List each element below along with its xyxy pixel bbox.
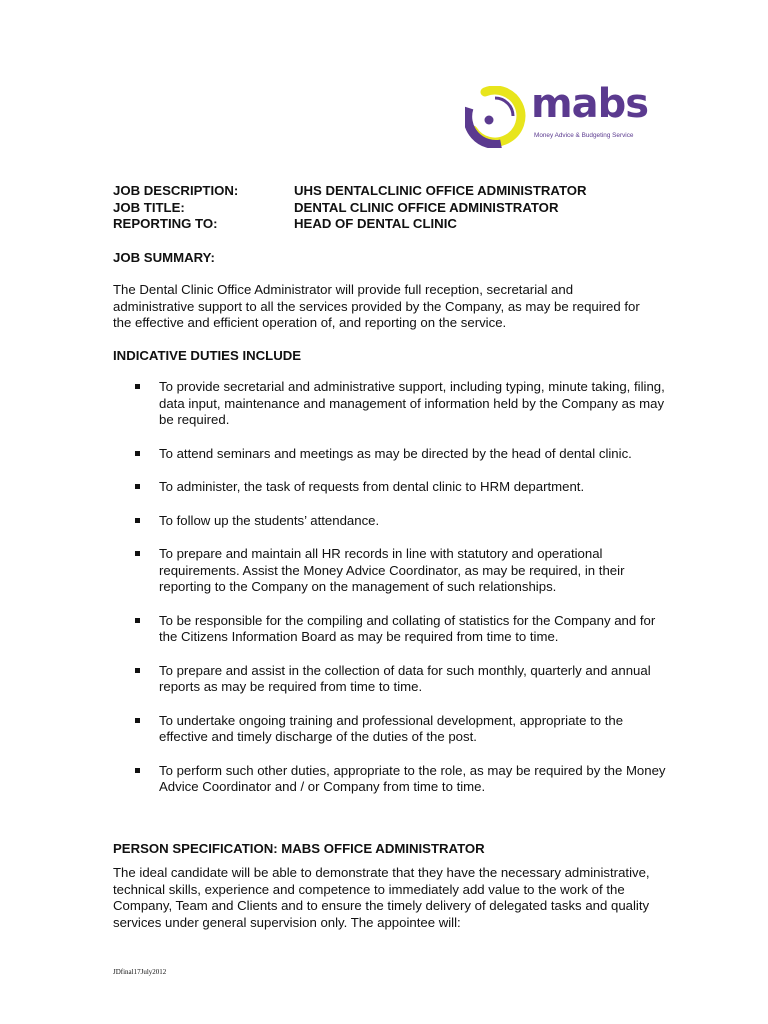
list-item bbox=[113, 663, 673, 696]
duty-text: To prepare and assist in the collection of data for such monthly, quarterly and annual reports as may be required from time to time. bbox=[159, 662, 651, 694]
bullet-icon bbox=[135, 768, 140, 773]
meta-label: JOB TITLE: bbox=[113, 199, 185, 215]
duties-heading: INDICATIVE DUTIES INCLUDE bbox=[113, 348, 302, 363]
bullet-icon bbox=[135, 451, 140, 456]
bullet-icon bbox=[135, 384, 140, 389]
meta-row-title bbox=[113, 200, 673, 217]
duty-text: To follow up the students’ attendance. bbox=[159, 512, 380, 528]
meta-row-description bbox=[113, 183, 673, 200]
meta-value: HEAD OF DENTAL CLINIC bbox=[294, 216, 457, 231]
footer-reference: JDfinal17July2012 bbox=[113, 968, 167, 976]
duty-text: To be responsible for the compiling and collating of statistics for the Company and for the Citizens Information Board as may be required from time to time. bbox=[159, 612, 656, 644]
list-item bbox=[113, 379, 673, 429]
job-summary-heading: JOB SUMMARY: bbox=[113, 250, 215, 265]
person-spec-heading: PERSON SPECIFICATION: MABS OFFICE ADMINISTRATOR bbox=[113, 841, 485, 856]
duty-text: To provide secretarial and administrative support, including typing, minute taking, filing, data input, maintenance and management of information held by the Company as may be required. bbox=[159, 379, 665, 427]
logo-tagline: Money Advice & Budgeting Service bbox=[534, 132, 634, 139]
logo-wordmark: mabs bbox=[531, 81, 649, 127]
bullet-icon bbox=[135, 518, 140, 523]
duty-text: To attend seminars and meetings as may be directed by the head of dental clinic. bbox=[159, 445, 632, 461]
job-meta bbox=[113, 183, 673, 233]
duty-text: To perform such other duties, appropriate to the role, as may be required by the Money Advice Coordinator and / or Company from time to time. bbox=[159, 762, 666, 794]
meta-label: REPORTING TO: bbox=[113, 216, 218, 231]
job-summary-text: The Dental Clinic Office Administrator will provide full reception, secretarial and administrative support to all the services provided by the Company, as may be required for the effective and efficient operation of, and reporting on the service. bbox=[113, 282, 640, 330]
bullet-icon bbox=[135, 718, 140, 723]
meta-row-reporting bbox=[113, 216, 673, 233]
person-spec-text: The ideal candidate will be able to demonstrate that they have the necessary administrative, technical skills, experience and competence to immediately add value to the work of the Company, Team and Clients and to ensure the timely delivery of delegated tasks and quality services under general supervision only. The appointee will: bbox=[113, 865, 650, 930]
list-item bbox=[113, 446, 673, 463]
list-item bbox=[113, 546, 673, 596]
meta-label: JOB DESCRIPTION: bbox=[113, 183, 239, 198]
duties-list bbox=[113, 379, 673, 813]
list-item bbox=[113, 513, 673, 530]
bullet-icon bbox=[135, 618, 140, 623]
duty-text: To prepare and maintain all HR records in line with statutory and operational requirements. Assist the Money Advice Coordinator, as may be required, in their reporting to the Company on the management of such relationships. bbox=[159, 546, 625, 594]
list-item bbox=[113, 613, 673, 646]
list-item bbox=[113, 479, 673, 496]
duty-text: To undertake ongoing training and professional development, appropriate to the effective and timely discharge of the duties of the post. bbox=[159, 712, 624, 744]
duty-text: To administer, the task of requests from dental clinic to HRM department. bbox=[159, 479, 585, 494]
mabs-logo bbox=[465, 81, 650, 148]
meta-value: DENTAL CLINIC OFFICE ADMINISTRATOR bbox=[294, 199, 559, 215]
bullet-icon bbox=[135, 551, 140, 556]
list-item bbox=[113, 763, 673, 796]
bullet-icon bbox=[135, 668, 140, 673]
list-item bbox=[113, 713, 673, 746]
bullet-icon bbox=[135, 484, 140, 489]
meta-value: UHS DENTALCLINIC OFFICE ADMINISTRATOR bbox=[294, 183, 587, 198]
mabs-emblem-icon bbox=[465, 86, 527, 148]
